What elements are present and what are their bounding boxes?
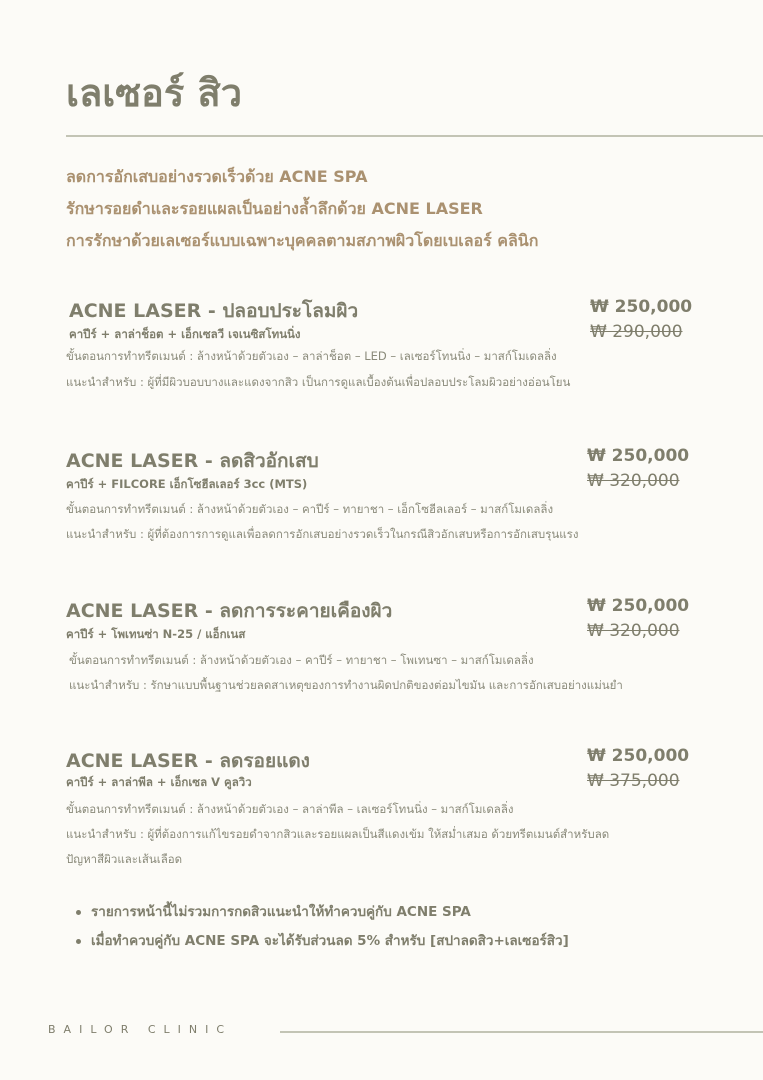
- bullet-icon: [76, 939, 81, 944]
- footer-divider: [280, 1031, 763, 1033]
- note-text: รายการหน้านี้ไม่รวมการกดสิวแนะนำให้ทำควบคู่กับ ACNE SPA: [91, 904, 471, 920]
- service-old-price: ₩ 320,000: [587, 471, 680, 491]
- service-title: ACNE LASER - ลดรอยแดง: [66, 750, 310, 772]
- intro-line-3: การรักษาด้วยเลเซอร์แบบเฉพาะบุคคลตามสภาพผิวโดยเบเลอร์ คลินิก: [66, 231, 539, 250]
- service-steps: ขั้นตอนการทำทรีตเมนต์ : ล้างหน้าด้วยตัวเอง – คาปีร์ – ทายาชา – เอ็กโซฮีลเลอร์ – มาสก์โมเดลลิ่ง: [66, 502, 554, 516]
- service-subtitle: คาปีร์ + ลาล่าพีล + เอ็กเซล V คูลวิว: [66, 775, 252, 789]
- service-recommend: แนะนำสำหรับ : รักษาแบบพื้นฐานช่วยลดสาเหตุของการทำงานผิดปกติของต่อมไขมัน และการอักเสบอย่างแม่นยำ: [69, 678, 623, 692]
- service-old-price: ₩ 375,000: [587, 771, 680, 791]
- intro-line-1: ลดการอักเสบอย่างรวดเร็วด้วย ACNE SPA: [66, 167, 368, 186]
- bullet-icon: [76, 910, 81, 915]
- service-price: ₩ 250,000: [587, 596, 690, 616]
- service-subtitle: คาปีร์ + โพเทนซ่า N-25 / แอ็กเนส: [66, 627, 246, 641]
- service-recommend: แนะนำสำหรับ : ผู้ที่ต้องการแก้ไขรอยดำจากสิวและรอยแผลเป็นสีแดงเข้ม ให้สม่ำเสมอ ด้วยทรีตเมนต์สำหรับลด: [66, 827, 610, 841]
- note-item: [76, 929, 569, 951]
- service-subtitle: คาปีร์ + ลาล่าช็อต + เอ็กเซลวี เจเนซิสโทนนิ่ง: [69, 327, 301, 341]
- service-steps: ขั้นตอนการทำทรีตเมนต์ : ล้างหน้าด้วยตัวเอง – ลาล่าช็อต – LED – เลเซอร์โทนนิ่ง – มาสก์โมเดลลิ่ง: [66, 349, 557, 363]
- title-divider: [66, 135, 763, 137]
- service-price: ₩ 250,000: [587, 446, 690, 466]
- service-old-price: ₩ 290,000: [590, 322, 683, 342]
- service-steps: ขั้นตอนการทำทรีตเมนต์ : ล้างหน้าด้วยตัวเอง – คาปีร์ – ทายาชา – โพเทนซา – มาสก์โมเดลลิ่ง: [69, 653, 534, 667]
- service-title: ACNE LASER - ปลอบประโลมผิว: [69, 300, 359, 322]
- service-subtitle: คาปีร์ + FILCORE เอ็กโซฮีลเลอร์ 3cc (MTS): [66, 477, 308, 491]
- note-text: เมื่อทำควบคู่กับ ACNE SPA จะได้รับส่วนลด 5% สำหรับ [สปาลดสิว+เลเซอร์สิว]: [91, 933, 569, 949]
- service-old-price: ₩ 320,000: [587, 621, 680, 641]
- service-title: ACNE LASER - ลดการระคายเคืองผิว: [66, 600, 393, 622]
- note-item: [76, 900, 471, 922]
- service-title: ACNE LASER - ลดสิวอักเสบ: [66, 450, 319, 472]
- footer-brand: BAILOR CLINIC: [48, 1023, 233, 1036]
- service-price: ₩ 250,000: [587, 746, 690, 766]
- service-recommend: แนะนำสำหรับ : ผู้ที่ต้องการการดูแลเพื่อลดการอักเสบอย่างรวดเร็วในกรณีสิวอักเสบหรือการอักเสบรุนแรง: [66, 527, 579, 541]
- service-price: ₩ 250,000: [590, 297, 693, 317]
- intro-line-2: รักษารอยดำและรอยแผลเป็นอย่างล้ำลึกด้วย ACNE LASER: [66, 199, 483, 218]
- service-steps: ขั้นตอนการทำทรีตเมนต์ : ล้างหน้าด้วยตัวเอง – ลาล่าพีล – เลเซอร์โทนนิ่ง – มาสก์โมเดลลิ่ง: [66, 802, 514, 816]
- service-recommend-continued: ปัญหาสีผิวและเส้นเลือด: [66, 852, 183, 866]
- page-title: เลเซอร์ สิว: [66, 71, 243, 115]
- service-recommend: แนะนำสำหรับ : ผู้ที่มีผิวบอบบางและแดงจากสิว เป็นการดูแลเบื้องต้นเพื่อปลอบประโลมผิวอย่างอ่อนโยน: [66, 375, 571, 389]
